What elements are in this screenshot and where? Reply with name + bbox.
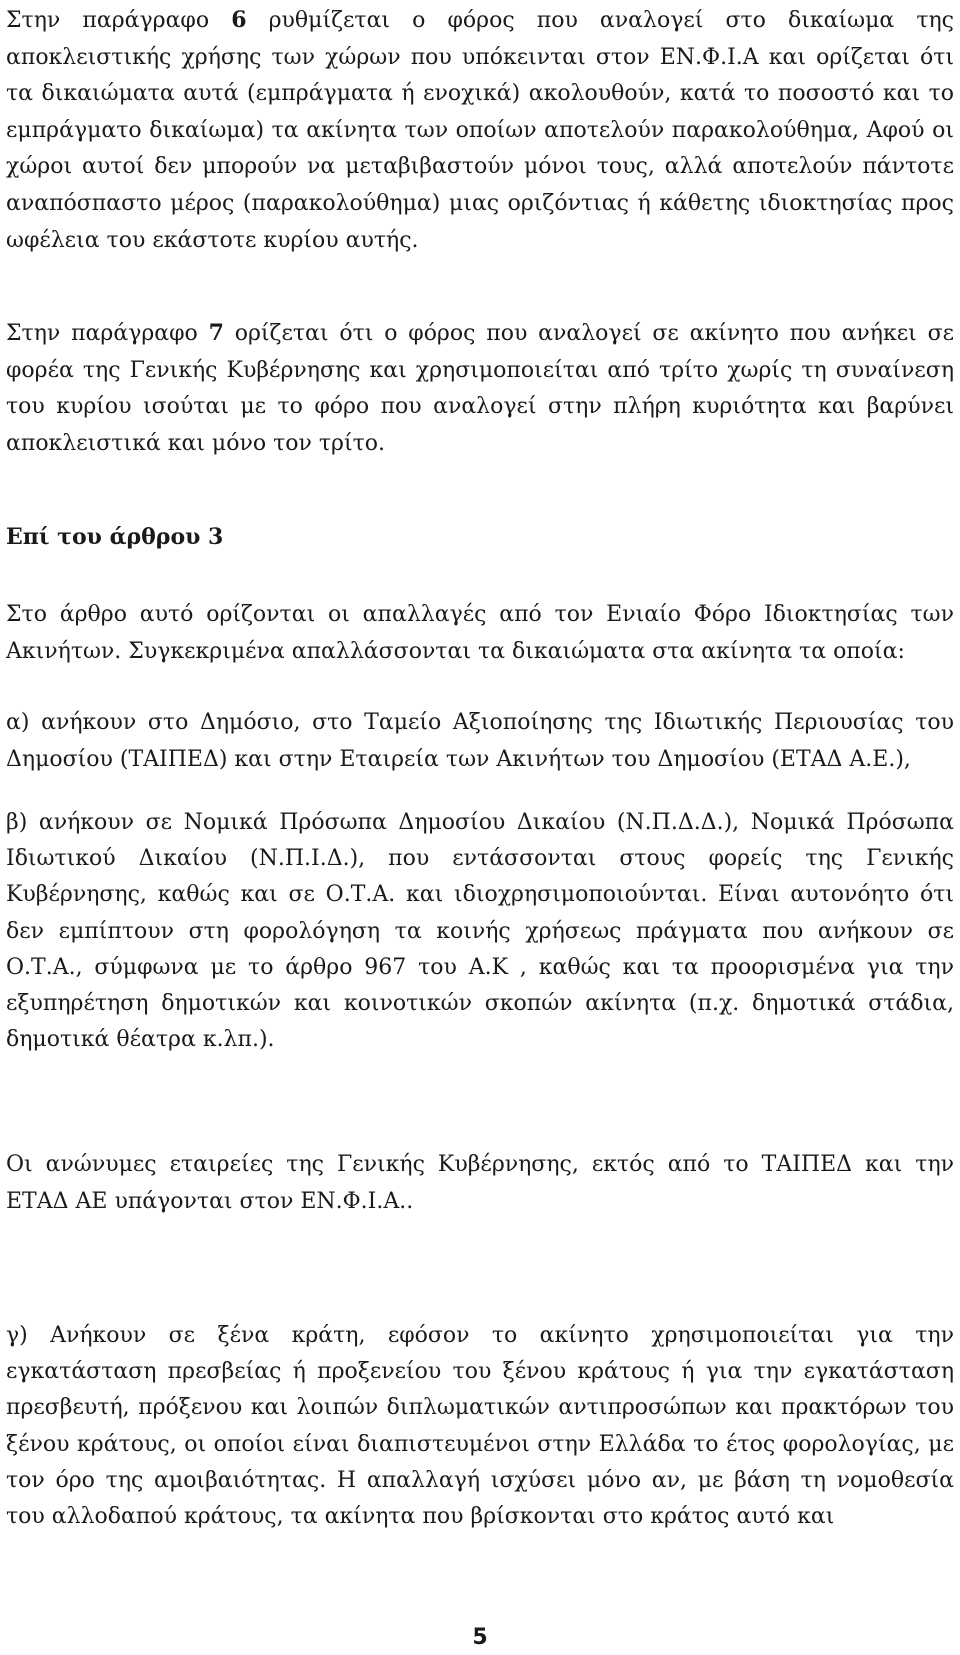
paragraph-7-number: 7: [208, 320, 224, 346]
paragraph-6-body: ρυθμίζεται ο φόρος που αναλογεί στο δικαίωμα της αποκλειστικής χρήσης των χώρων που υπόκεινται στον ΕΝ.Φ.Ι.Α και ορίζεται ότι τα δικαιώματα αυτά (εμπράγματα ή ενοχικά) ακολουθούν, κατά το ποσοστό και το εμπράγματο δικαίωμα) τα ακίνητα των οποίων αποτελούν παρακολούθημα, Αφού οι χώροι αυτοί δεν μπορούν να μεταβιβαστούν μόνοι τους, αλλά αποτελούν πάντοτε αναπόσπαστο μέρος (παρακολούθημα) μιας οριζόντιας ή κάθετης ιδιοκτησίας προς ωφέλεια του εκάστοτε κυρίου αυτής.: [6, 8, 954, 253]
paragraph-6-number: 6: [231, 7, 247, 33]
page-number: 5: [472, 1625, 488, 1650]
item-c: [6, 1318, 954, 1535]
companies-note-text: Οι ανώνυμες εταιρείες της Γενικής Κυβέρνησης, εκτός από το ΤΑΙΠΕΔ και την ΕΤΑΔ ΑΕ υπάγονται στον ΕΝ.Φ.Ι.Α..: [6, 1152, 954, 1214]
paragraph-7-text: [6, 315, 954, 462]
paragraph-6-text: [6, 2, 954, 259]
item-c-text: γ) Ανήκουν σε ξένα κράτη, εφόσον το ακίνητο χρησιμοποιείται για την εγκατάσταση πρεσβείας ή προξενείου του ξένου κράτους ή για την εγκατάσταση πρεσβευτή, πρόξενου και λοιπών διπλωματικών αντιπροσώπων και πρακτόρων του ξένου κράτους, οι οποίοι είναι διαπιστευμένοι στην Ελλάδα το έτος φορολογίας, με τον όρο της αμοιβαιότητας. Η απαλλαγή ισχύσει μόνο αν, με βάση τη νομοθεσία του αλλοδαπού κράτους, τα ακίνητα που βρίσκονται στο κράτος αυτό και: [6, 1323, 954, 1530]
article-3-intro: [6, 597, 954, 670]
paragraph-7: [6, 315, 954, 462]
paragraph-7-prefix: Στην παράγραφο: [6, 321, 209, 346]
companies-note: [6, 1147, 954, 1220]
section-heading: Επί του άρθρου 3: [6, 524, 224, 550]
paragraph-6: [6, 2, 954, 259]
item-a-text: α) ανήκουν στο Δημόσιο, στο Ταμείο Αξιοποίησης της Ιδιωτικής Περιουσίας του Δημοσίου (ΤΑΙΠΕΔ) και στην Εταιρεία των Ακινήτων του Δημοσίου (ΕΤΑΔ Α.Ε.),: [6, 710, 954, 772]
paragraph-6-prefix: Στην παράγραφο: [6, 8, 232, 33]
paragraph-7-body: ορίζεται ότι ο φόρος που αναλογεί σε ακίνητο που ανήκει σε φορέα της Γενικής Κυβέρνησης και χρησιμοποιείται από τρίτο χωρίς τη συναίνεση του κυρίου ισούται με το φόρο που αναλογεί στην πλήρη κυριότητα και βαρύνει αποκλειστικά και μόνο τον τρίτο.: [6, 321, 954, 456]
item-a: [6, 705, 954, 778]
article-3-intro-text: Στο άρθρο αυτό ορίζονται οι απαλλαγές από τον Ενιαίο Φόρο Ιδιοκτησίας των Ακινήτων. Συγκεκριμένα απαλλάσσονται τα δικαιώματα στα ακίνητα τα οποία:: [6, 602, 954, 664]
item-b: [6, 805, 954, 1058]
item-b-text: β) ανήκουν σε Νομικά Πρόσωπα Δημοσίου Δικαίου (Ν.Π.Δ.Δ.), Νομικά Πρόσωπα Ιδιωτικού Δικαίου (Ν.Π.Ι.Δ.), που εντάσσονται στους φορείς της Γενικής Κυβέρνησης, καθώς και σε Ο.Τ.Α. και ιδιοχρησιμοποιούνται. Είναι αυτονόητο ότι δεν εμπίπτουν στη φορολόγηση τα κοινής χρήσεως πράγματα που ανήκουν σε Ο.Τ.Α., σύμφωνα με το άρθρο 967 του Α.Κ , καθώς και τα προορισμένα για την εξυπηρέτηση δημοτικών και κοινοτικών σκοπών ακίνητα (π.χ. δημοτικά στάδια, δημοτικά θέατρα κ.λπ.).: [6, 810, 954, 1053]
